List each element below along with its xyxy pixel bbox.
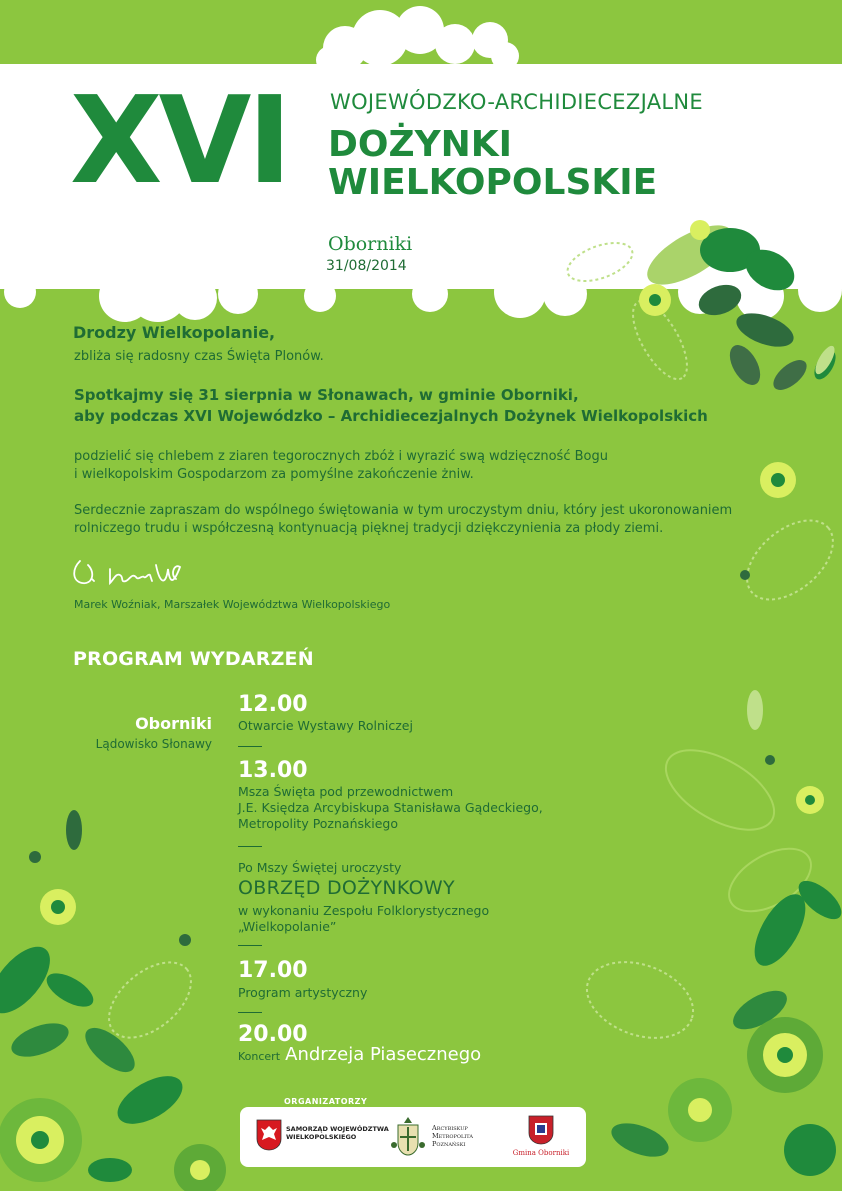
org2-line-2: Metropolita <box>432 1132 473 1140</box>
event-subtitle: WOJEWÓDZKO-ARCHIDIECEZJALNE <box>330 90 703 114</box>
highlight-line-1: Spotkajmy się 31 sierpnia w Słonawach, w gminie Oborniki, <box>74 386 579 404</box>
event-title-3: OBRZĘD DOŻYNKOWY <box>238 877 455 899</box>
para2-line-2: i wielkopolskim Gospodarzom za pomyślne zakończenie żniw. <box>74 467 474 482</box>
highlight-line-2: aby podczas XVI Wojewódzko – Archidiecezjalnych Dożynek Wielkopolskich <box>74 407 708 425</box>
organizers-label: ORGANIZATORZY <box>284 1097 368 1106</box>
oborniki-crest-icon <box>528 1115 554 1145</box>
divider <box>238 846 262 847</box>
para3-line-1: Serdecznie zapraszam do wspólnego świętowania w tym uroczystym dniu, który jest ukoronowaniem <box>74 503 733 518</box>
letter-paragraph-3 <box>74 502 732 538</box>
event-time-5: 20.00 <box>238 1022 308 1047</box>
event-desc-2-line-3: Metropolity Poznańskiego <box>238 816 398 831</box>
org1-name <box>286 1125 389 1141</box>
event-time-1: 12.00 <box>238 692 308 717</box>
para3-line-2: rolniczego trudu i współczesną kontynuacją pięknej tradycji dziękczynienia za płody ziemi. <box>74 521 664 536</box>
event-desc-3-line-2: „Wielkopolanie” <box>238 919 337 934</box>
event-desc-2-line-2: J.E. Księdza Arcybiskupa Stanisława Gądeckiego, <box>238 800 543 815</box>
event-desc-1: Otwarcie Wystawy Rolniczej <box>238 718 413 733</box>
org2-name <box>432 1124 473 1148</box>
event-time-4: 17.00 <box>238 958 308 983</box>
voivodeship-crest-icon <box>256 1119 282 1151</box>
greeting: Drodzy Wielkopolanie, <box>73 323 276 342</box>
signature-author: Marek Woźniak, Marszałek Województwa Wielkopolskiego <box>74 598 391 611</box>
divider <box>238 746 262 747</box>
event-desc-4: Program artystyczny <box>238 985 368 1000</box>
program-heading: PROGRAM WYDARZEŃ <box>73 648 314 670</box>
org3-name: Gmina Oborniki <box>512 1149 570 1157</box>
event-desc-2-line-1: Msza Święta pod przewodnictwem <box>238 784 454 799</box>
event-time-2: 13.00 <box>238 758 308 783</box>
event-desc-5 <box>238 1044 481 1065</box>
letter-highlight <box>74 385 708 427</box>
org1-line-2: WIELKOPOLSKIEGO <box>286 1133 357 1141</box>
organizers-card <box>240 1107 586 1167</box>
org1-line-1: SAMORZĄD WOJEWÓDZTWA <box>286 1125 389 1133</box>
event-pre-3: Po Mszy Świętej uroczysty <box>238 860 402 875</box>
event-desc-3 <box>238 903 489 935</box>
event-date: 31/08/2014 <box>326 258 407 274</box>
edition-number: XVI <box>70 72 289 211</box>
org2-line-3: Poznański <box>432 1140 466 1148</box>
program-location-place: Lądowisko Słonawy <box>95 737 212 751</box>
para2-line-1: podzielić się chlebem z ziaren tegorocznych zbóż i wyrazić swą wdzięczność Bogu <box>74 449 608 464</box>
event-desc-3-line-1: w wykonaniu Zespołu Folklorystycznego <box>238 903 490 918</box>
concert-prefix: Koncert <box>238 1050 281 1063</box>
program-location-name: Oborniki <box>135 714 212 733</box>
archbishop-coat-of-arms-icon <box>390 1115 426 1159</box>
divider <box>238 1012 262 1013</box>
org2-line-1: Arcybiskup <box>432 1124 468 1132</box>
letter-line-1: zbliża się radosny czas Święta Plonów. <box>74 349 324 364</box>
event-city: Oborniki <box>328 233 413 255</box>
event-desc-2 <box>238 784 543 832</box>
divider <box>238 945 262 946</box>
title-line-2: WIELKOPOLSKIE <box>328 162 658 203</box>
event-title <box>328 126 657 202</box>
signature-image <box>70 555 190 589</box>
letter-paragraph-2 <box>74 448 608 484</box>
title-line-1: DOŻYNKI <box>328 124 513 165</box>
concert-artist: Andrzeja Piasecznego <box>285 1044 482 1065</box>
